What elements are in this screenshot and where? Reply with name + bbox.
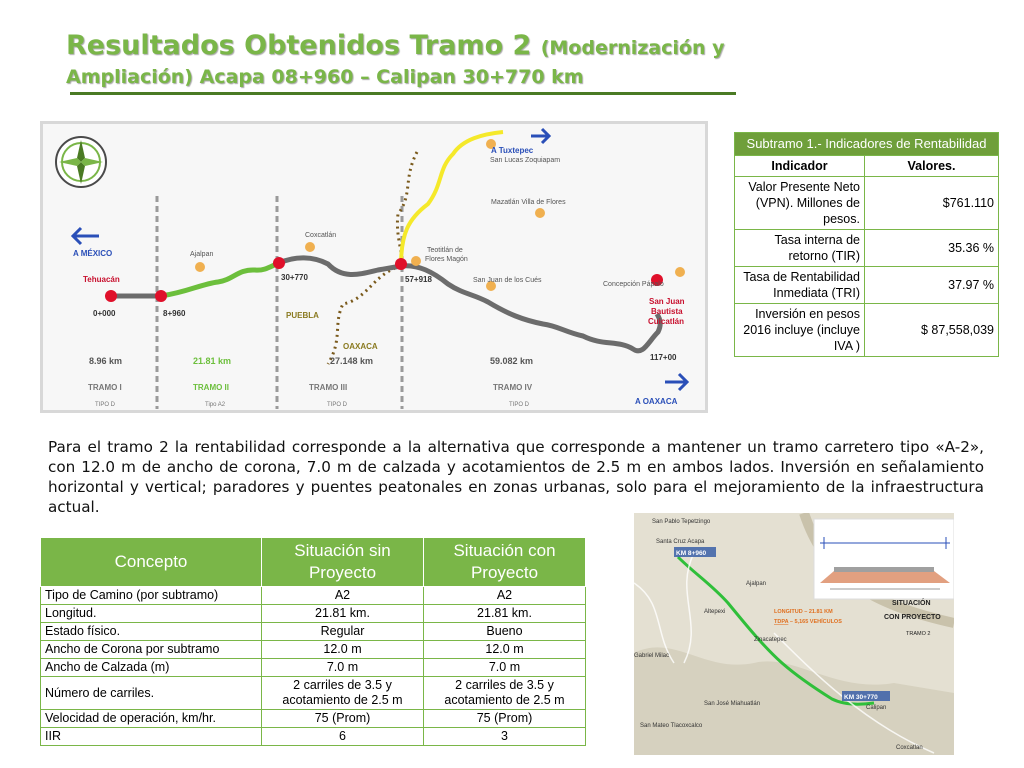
arrow-right-icon	[531, 129, 549, 143]
state-oaxaca: OAXACA	[343, 342, 378, 351]
title-paren: (Modernización y	[540, 37, 725, 59]
town-cuicatlan-2: Bautista	[651, 307, 683, 316]
indicator-value: 35.36 %	[865, 230, 999, 267]
distance-tramo-3: 27.148 km	[330, 356, 374, 366]
place-zinacatepec: Zinacatepec	[754, 637, 787, 643]
tramo-1-type: TIPO D	[95, 402, 116, 408]
route-tramo-2	[161, 263, 279, 296]
cell-concept: Ancho de Calzada (m)	[41, 659, 262, 677]
table-row	[735, 304, 999, 357]
cell-con: A2	[424, 587, 586, 605]
section-dividers	[157, 196, 402, 409]
tramo-4-name: TRAMO IV	[493, 383, 533, 392]
cell-concept: Tipo de Camino (por subtramo)	[41, 587, 262, 605]
description-paragraph: Para el tramo 2 la rentabilidad corresponde a la alternativa que corresponde a mantener un tramo carretero tipo «A-2», con 12.0 m de ancho de corona, 7.0 m de calzada y acotamientos de 2.5 m en ambos lados. Inversión en señalamiento horizontal y vertical; paradores y puentes peatonales en zonas urbanas, solo para el mejoramiento de la infraestructura actual.	[48, 438, 984, 516]
km-8960: 8+960	[163, 309, 186, 318]
cell-con: 75 (Prom)	[424, 710, 586, 728]
km-start-label: KM 8+960	[676, 550, 707, 557]
tdpa-label	[774, 617, 842, 625]
label-tuxtepec: A Tuxtepec	[491, 146, 534, 155]
tramo-2-name: TRAMO II	[193, 383, 229, 392]
cell-con: 12.0 m	[424, 641, 586, 659]
concept-table	[40, 537, 586, 746]
place-calipan: Calipan	[866, 705, 887, 711]
indicator-label: Inversión en pesos 2016 incluye (incluye IVA )	[735, 304, 865, 357]
town-tehuacan: Tehuacán	[83, 275, 120, 284]
km-markers	[105, 257, 663, 302]
situation-label-2: CON PROYECTO	[884, 614, 941, 621]
place-ajalpan: Ajalpan	[746, 581, 767, 587]
title-underline	[70, 92, 736, 95]
tdpa-word: TDPA	[774, 619, 789, 625]
indicators-table	[734, 132, 999, 357]
tramo-3-name: TRAMO III	[309, 383, 348, 392]
tramo-1-name: TRAMO I	[88, 383, 122, 392]
compass-rose-icon	[56, 137, 106, 187]
situation-label-1: SITUACIÓN	[892, 600, 931, 607]
label-mexico: A MÉXICO	[73, 249, 113, 258]
cell-sin: 75 (Prom)	[262, 710, 424, 728]
town-teotitlan-1: Teotitlán de	[427, 247, 463, 254]
place-coxcatlan: Coxcatlan	[896, 745, 923, 751]
town-ajalpan: Ajalpan	[190, 251, 214, 258]
table-row	[41, 710, 586, 728]
header-sin-proyecto: Situación sin Proyecto	[262, 538, 424, 587]
place-san-pablo: San Pablo Tepetzingo	[652, 519, 711, 525]
title-line2: Ampliación) Acapa 08+960 – Calipan 30+770 km	[66, 66, 584, 88]
cell-concept: Número de carriles.	[41, 677, 262, 710]
town-cuicatlan-1: San Juan	[649, 297, 685, 306]
cross-section-inset	[814, 519, 954, 599]
table-row	[735, 230, 999, 267]
header-concepto: Concepto	[41, 538, 262, 587]
distance-tramo-2: 21.81 km	[193, 356, 232, 366]
table-row	[41, 641, 586, 659]
length-label: LONGITUD – 21.81 KM	[774, 609, 833, 615]
title-main: Resultados Obtenidos Tramo 2	[66, 30, 541, 61]
route-map-svg	[43, 124, 705, 410]
indicator-label: Valor Presente Neto (VPN). Millones de pesos.	[735, 177, 865, 230]
cell-concept: Longitud.	[41, 605, 262, 623]
km-57918: 57+918	[405, 275, 432, 284]
cell-sin: 7.0 m	[262, 659, 424, 677]
km-117: 117+00	[650, 353, 677, 362]
table-row	[41, 728, 586, 746]
place-gabriel: Gabriel Milac	[634, 653, 670, 659]
situation-tramo: TRAMO 2	[906, 631, 931, 637]
place-miahuatlan: San José Miahuatlán	[704, 701, 761, 707]
indicator-value: $ 87,558,039	[865, 304, 999, 357]
arrow-right-icon	[665, 374, 687, 390]
place-tlacoxcalco: San Mateo Tlacoxcalco	[640, 723, 703, 729]
col-value: Valores.	[865, 156, 999, 177]
cell-sin: Regular	[262, 623, 424, 641]
town-mazatlan: Mazatlán Villa de Flores	[491, 199, 566, 206]
indicator-label: Tasa de Rentabilidad Inmediata (TRI)	[735, 267, 865, 304]
cell-con: 21.81 km.	[424, 605, 586, 623]
direction-arrows	[73, 129, 687, 390]
label-oaxaca-dir: A OAXACA	[635, 397, 678, 406]
cell-con: 2 carriles de 3.5 y acotamiento de 2.5 m	[424, 677, 586, 710]
tramo-3-type: TIPO D	[327, 402, 348, 408]
town-cues: San Juan de los Cués	[473, 277, 542, 284]
table-row	[41, 623, 586, 641]
place-altepexi: Altepexi	[704, 609, 726, 615]
arrow-left-icon	[73, 228, 99, 244]
tramo-4-type: TIPO D	[509, 402, 530, 408]
km-end-label: KM 30+770	[844, 694, 878, 701]
route-tramo-3-4	[279, 258, 660, 351]
table-row	[41, 605, 586, 623]
table-row	[41, 659, 586, 677]
cell-sin: 12.0 m	[262, 641, 424, 659]
col-indicator: Indicador	[735, 156, 865, 177]
table-row	[41, 677, 586, 710]
state-puebla: PUEBLA	[286, 311, 319, 320]
cell-sin: A2	[262, 587, 424, 605]
town-teotitlan-2: Flores Magón	[425, 256, 468, 263]
cell-con: 7.0 m	[424, 659, 586, 677]
km-30770: 30+770	[281, 273, 308, 282]
table-row	[735, 177, 999, 230]
cell-sin: 6	[262, 728, 424, 746]
page-title	[66, 30, 786, 89]
distance-tramo-1: 8.96 km	[89, 356, 123, 366]
indicator-value: $761.110	[865, 177, 999, 230]
indicators-header: Subtramo 1.- Indicadores de Rentabilidad	[735, 133, 999, 156]
place-acapa: Santa Cruz Acapa	[656, 539, 705, 545]
tdpa-value: – 5,165 VEHÍCULOS	[789, 619, 842, 625]
indicator-value: 37.97 %	[865, 267, 999, 304]
cell-con: Bueno	[424, 623, 586, 641]
cell-sin: 21.81 km.	[262, 605, 424, 623]
cell-concept: Ancho de Corona por subtramo	[41, 641, 262, 659]
cell-sin: 2 carriles de 3.5 y acotamiento de 2.5 m	[262, 677, 424, 710]
indicator-label: Tasa interna de retorno (TIR)	[735, 230, 865, 267]
cell-concept: Estado físico.	[41, 623, 262, 641]
km-0: 0+000	[93, 309, 116, 318]
route-map	[40, 121, 708, 413]
town-coxcatlan: Coxcatlán	[305, 232, 337, 239]
satellite-map-svg	[634, 513, 954, 755]
tramo-2-type: Tipo A2	[205, 402, 226, 408]
cell-concept: IIR	[41, 728, 262, 746]
satellite-map	[634, 513, 954, 755]
cell-concept: Velocidad de operación, km/hr.	[41, 710, 262, 728]
town-papalo: Concepción Pápalo	[603, 281, 664, 288]
town-cuicatlan-3: Cuicatlán	[648, 317, 685, 326]
cell-con: 3	[424, 728, 586, 746]
town-san-lucas: San Lucas Zoquiapam	[490, 157, 561, 164]
table-row	[41, 587, 586, 605]
header-con-proyecto: Situación con Proyecto	[424, 538, 586, 587]
distance-tramo-4: 59.082 km	[490, 356, 534, 366]
table-row	[735, 267, 999, 304]
